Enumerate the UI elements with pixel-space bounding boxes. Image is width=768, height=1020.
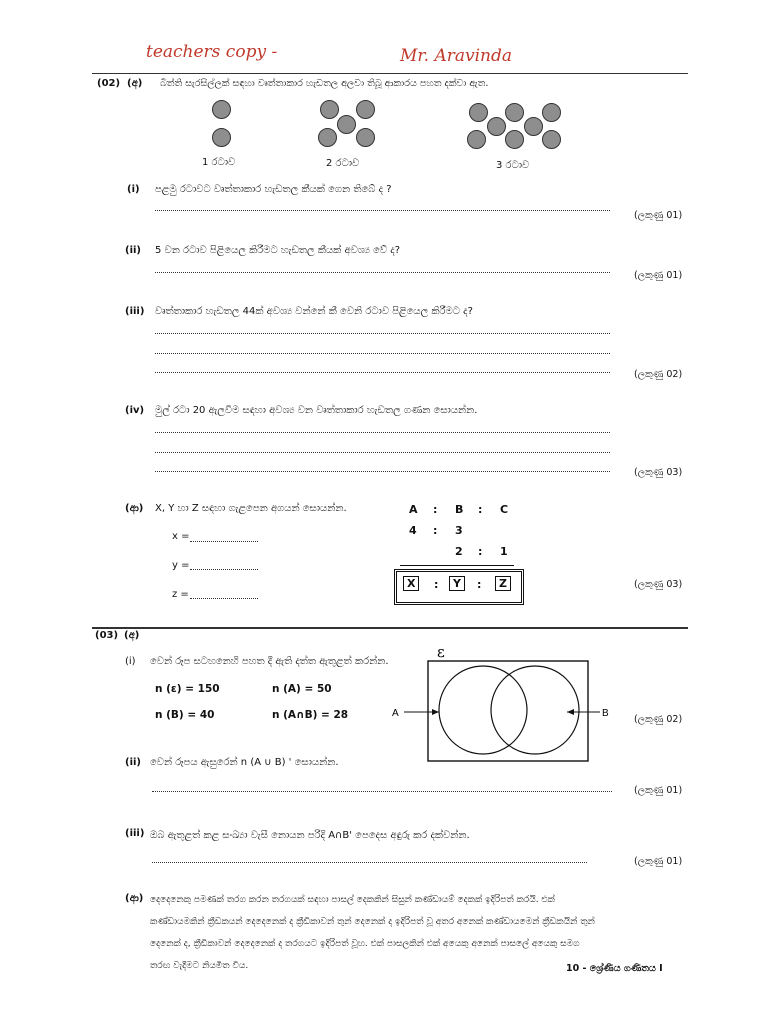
- q3-ii-text: වෙන් රූපය ඇසුරෙන් n (A ∪ B) ' සොයන්න.: [150, 757, 339, 768]
- q3-number: (03): [95, 630, 119, 641]
- q2-intro: බිත්ති සැරසිල්ලක් සඳහා වෘත්තාකාර හැඩතල අලවා තිබූ ආකාරය පහත දක්වා ඇත.: [160, 78, 489, 89]
- ratio-colon: :: [433, 503, 438, 516]
- circle-shape: [505, 103, 524, 122]
- q2-ii-number: (ii): [125, 245, 141, 256]
- circle-shape: [542, 130, 561, 149]
- answer-line[interactable]: [152, 862, 587, 863]
- fact-n-b: n (B) = 40: [155, 709, 215, 721]
- ratio-row1-a: 4: [409, 524, 417, 537]
- q2-iii-text: වෘත්තාකාර හැඩතල 44ක් අවශ්‍ය වන්නේ කී වෙනි රටාව පිළියෙල කිරීමට ද?: [155, 306, 473, 317]
- circle-shape: [487, 117, 506, 136]
- ratio-head-c: C: [500, 503, 509, 516]
- author-annotation: Mr. Aravinda: [400, 46, 513, 66]
- answer-line[interactable]: [155, 372, 610, 373]
- q2-number: (02): [97, 78, 121, 89]
- circle-shape: [320, 100, 339, 119]
- section-divider: [92, 627, 688, 629]
- q3-iii-marks: (ලකුණු 01): [634, 856, 683, 867]
- circle-shape: [505, 130, 524, 149]
- ratio-answer-y: Y: [449, 576, 465, 591]
- q3-part-b-line: දෙදෙනෙකු පමණක් තරග කරන තරගයක් සඳහා පාසල් දෙකකින් සිසුන් කණ්ඩායම් දෙකක් ඉදිරිපත් කරයි. එක්: [150, 895, 555, 905]
- q2-part-b-text: X, Y හා Z සඳහා ගැළපෙන අගයන් සොයන්න.: [155, 503, 347, 514]
- arrow-b-head: [567, 709, 574, 715]
- circle-shape: [337, 115, 356, 134]
- ratio-colon: :: [434, 578, 439, 591]
- circle-shape: [318, 128, 337, 147]
- q2-i-text: පළමු රටාවට වෘත්තාකාර හැඩතල කීයක් ගෙන තිබේ ද ?: [155, 184, 392, 195]
- ratio-answer-z: Z: [495, 576, 511, 591]
- ratio-colon: :: [478, 503, 483, 516]
- teachers-copy-annotation: teachers copy -: [146, 42, 278, 62]
- q2-iv-marks: (ලකුණු 03): [634, 467, 683, 478]
- q2-part-a-label: (අ): [127, 78, 143, 89]
- ratio-divider: [400, 565, 514, 566]
- fact-n-a: n (A) = 50: [272, 683, 332, 695]
- q3-part-b-line: තරඟ වැදීමට නියමිත විය.: [150, 961, 249, 971]
- circle-shape: [356, 100, 375, 119]
- q3-i-text-number: (i): [125, 656, 136, 667]
- circle-shape: [542, 103, 561, 122]
- set-a-label: A: [392, 708, 399, 719]
- answer-line[interactable]: [155, 452, 610, 453]
- q2-ii-marks: (ලකුණු 01): [634, 270, 683, 281]
- circle-shape: [356, 128, 375, 147]
- answer-line[interactable]: [155, 333, 610, 334]
- page-footer: 10 - ශ්‍රේණිය ගණිතය I: [566, 963, 663, 974]
- answer-line[interactable]: [155, 432, 610, 433]
- ratio-colon: :: [478, 545, 483, 558]
- q3-i-marks: (ලකුණු 02): [634, 714, 683, 725]
- circle-shape: [524, 117, 543, 136]
- set-b-circle[interactable]: [491, 666, 579, 754]
- arrow-a-head: [432, 709, 439, 715]
- z-answer-line[interactable]: [190, 598, 258, 599]
- circle-shape: [212, 100, 231, 119]
- q3-ii-marks: (ලකුණු 01): [634, 785, 683, 796]
- q3-iii-text: ඔබ ඇතුළත් කළ සංඛ්‍යා වැසී නොයන පරිදි A∩B' පෙදෙස අඳුරු කර දක්වන්න.: [150, 830, 470, 841]
- ratio-colon: :: [477, 578, 482, 591]
- x-label: x =: [172, 531, 190, 542]
- pattern-3-label: 3 රටාව: [496, 160, 530, 171]
- q3-part-b-line: කණ්ඩායමකින් ක්‍රීඩකයන් දෙදෙනෙක් ද ක්‍රීඩිකාවන් තුන් දෙනෙක් ද ඉදිරිපත් වූ අතර අනෙක් කණ්ඩායමෙන් ක්‍රීඩකයින් තුන්: [150, 917, 595, 927]
- universal-set-symbol: ε: [437, 643, 445, 661]
- x-answer-line[interactable]: [190, 541, 258, 542]
- top-divider: [92, 73, 688, 74]
- circle-shape: [467, 130, 486, 149]
- fact-n-universal: n (ε) = 150: [155, 683, 220, 695]
- answer-line[interactable]: [155, 272, 610, 273]
- set-a-circle[interactable]: [439, 666, 527, 754]
- circle-shape: [469, 103, 488, 122]
- q2-ii-text: 5 වන රටාව පිළියෙල කිරීමට හැඩතල කීයක් අවශ්‍ය වේ ද?: [155, 245, 401, 256]
- fact-n-a-intersect-b: n (A∩B) = 28: [272, 709, 349, 721]
- q3-ii-number: (ii): [125, 757, 141, 768]
- ratio-head-b: B: [455, 503, 464, 516]
- q3-part-b-line: දෙනෙක් ද, ක්‍රීඩිකාවන් දෙදෙනෙක් ද තරගයට ඉදිරිපත් වූහ. එක් පාසලකින් එක් අයෙකු අනෙක් පාසලේ අයෙකු සමග: [150, 939, 580, 949]
- q2-part-b-label: (ආ): [125, 503, 144, 514]
- q2-i-marks: (ලකුණු 01): [634, 210, 683, 221]
- ratio-colon: :: [433, 524, 438, 537]
- answer-line[interactable]: [155, 471, 610, 472]
- pattern-1-label: 1 රටාව: [202, 157, 236, 168]
- answer-line[interactable]: [152, 791, 612, 792]
- q2-i-number: (i): [127, 184, 140, 195]
- y-label: y =: [172, 560, 190, 571]
- answer-line[interactable]: [155, 353, 610, 354]
- pattern-2-label: 2 රටාව: [326, 158, 360, 169]
- q3-iii-number: (iii): [125, 828, 145, 839]
- answer-line[interactable]: [155, 210, 610, 211]
- ratio-row2-b: 2: [455, 545, 463, 558]
- q2-iii-marks: (ලකුණු 02): [634, 369, 683, 380]
- q2-iv-text: මුල් රටා 20 ඇලවීම සඳහා අවශ්‍ය වන වෘත්තාකාර හැඩතල ගණන සොයන්න.: [155, 405, 478, 416]
- q3-part-a-label: (අ): [124, 630, 140, 641]
- set-b-label: B: [602, 708, 609, 719]
- circle-shape: [212, 128, 231, 147]
- z-label: z =: [172, 589, 189, 600]
- q3-part-b-label: (ආ): [125, 893, 144, 904]
- q2-part-b-marks: (ලකුණු 03): [634, 579, 683, 590]
- q3-i-text: වෙන් රූප සටහනෙහි පහත දී ඇති දත්ත ඇතුළත් කරන්න.: [150, 656, 389, 667]
- y-answer-line[interactable]: [190, 569, 258, 570]
- q2-iii-number: (iii): [125, 306, 145, 317]
- ratio-row2-c: 1: [500, 545, 508, 558]
- ratio-row1-b: 3: [455, 524, 463, 537]
- ratio-head-a: A: [409, 503, 418, 516]
- venn-diagram: [390, 640, 620, 765]
- q2-iv-number: (iv): [125, 405, 145, 416]
- ratio-answer-x: X: [403, 576, 419, 591]
